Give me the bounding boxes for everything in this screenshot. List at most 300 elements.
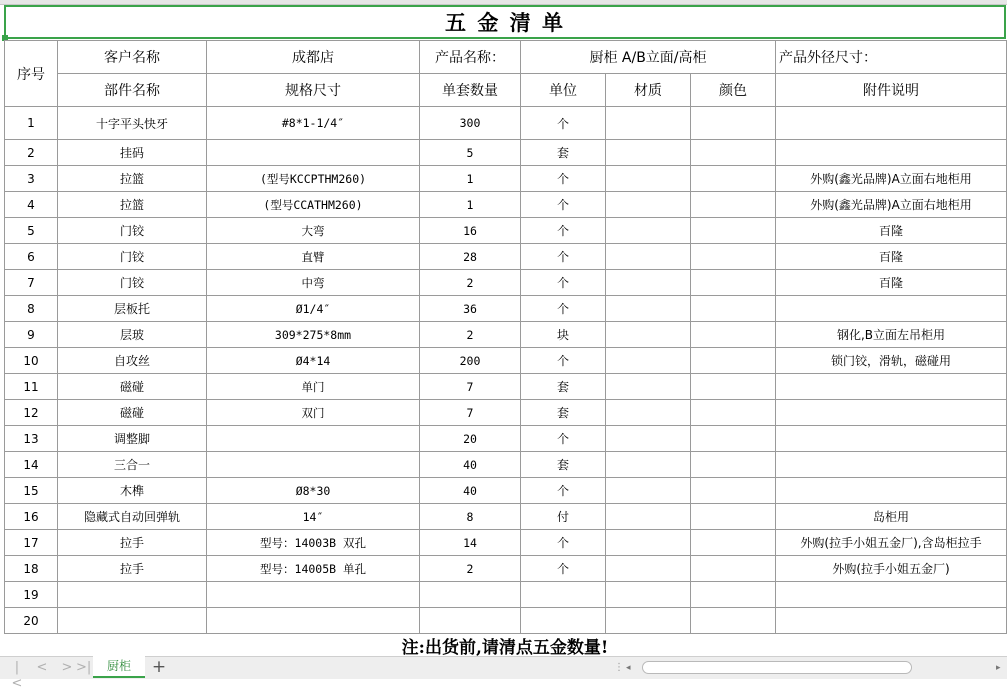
color-cell[interactable]: [691, 140, 776, 166]
seq-cell-text: 4: [27, 197, 35, 212]
table-row: [5, 166, 1007, 192]
qty-cell[interactable]: [420, 244, 521, 270]
qty-cell-text: 1: [466, 171, 474, 186]
spec-cell[interactable]: [207, 452, 420, 478]
sheet-title: 五 金 清 单: [445, 10, 565, 35]
color-cell[interactable]: [691, 582, 776, 608]
spec-cell[interactable]: [207, 244, 420, 270]
unit-cell[interactable]: [521, 426, 606, 452]
part-name-cell[interactable]: [58, 374, 207, 400]
part-name-cell[interactable]: [58, 192, 207, 218]
table-row: [5, 582, 1007, 608]
color-cell[interactable]: [691, 296, 776, 322]
table-row: [5, 426, 1007, 452]
note-cell[interactable]: [776, 426, 1007, 452]
seq-cell[interactable]: [5, 530, 58, 556]
seq-cell-text: 18: [23, 561, 39, 576]
qty-cell-text: 14: [463, 535, 477, 550]
seq-cell[interactable]: [5, 218, 58, 244]
unit-header: 单位: [549, 83, 577, 99]
unit-cell[interactable]: [521, 140, 606, 166]
last-sheet-nav-icon[interactable]: >|: [76, 660, 92, 675]
table-row: [5, 504, 1007, 530]
qty-cell[interactable]: [420, 452, 521, 478]
seq-header: 序号: [17, 66, 45, 83]
part-name-cell[interactable]: [58, 270, 207, 296]
part-name-cell-text: 拉篮: [119, 198, 144, 212]
unit-cell[interactable]: [521, 192, 606, 218]
seq-cell[interactable]: [5, 426, 58, 452]
note-cell[interactable]: [776, 218, 1007, 244]
part-name-cell-text: 拉手: [119, 562, 144, 576]
note-cell[interactable]: [776, 107, 1007, 140]
spec-cell-text: 309*275*8mm: [274, 327, 352, 342]
table-row: [5, 530, 1007, 556]
unit-cell-text: 个: [556, 302, 569, 316]
spec-cell[interactable]: [207, 478, 420, 504]
unit-cell-text: 个: [556, 116, 569, 131]
qty-cell[interactable]: [420, 107, 521, 140]
unit-cell[interactable]: [521, 608, 606, 634]
note-cell-text: 岛柜用: [872, 510, 909, 524]
part-name-cell-text: 三合一: [113, 458, 150, 472]
part-name-cell[interactable]: [58, 608, 207, 634]
seq-cell[interactable]: [5, 348, 58, 374]
spec-cell-text: 型号：14003B 双孔: [260, 535, 366, 550]
part-name-header: 部件名称: [104, 83, 160, 99]
unit-cell-text: 块: [556, 328, 569, 342]
note-cell[interactable]: [776, 374, 1007, 400]
product-value-cell[interactable]: [521, 41, 776, 74]
material-cell[interactable]: [606, 608, 691, 634]
part-name-cell-text: 磁碰: [119, 406, 144, 420]
color-header: 颜色: [719, 83, 747, 99]
part-name-cell[interactable]: [58, 556, 207, 582]
customer-value: 成都店: [292, 50, 334, 66]
unit-cell[interactable]: [521, 478, 606, 504]
material-cell[interactable]: [606, 218, 691, 244]
seq-cell[interactable]: [5, 296, 58, 322]
qty-cell[interactable]: [420, 218, 521, 244]
color-cell[interactable]: [691, 478, 776, 504]
unit-cell-text: 个: [556, 250, 569, 264]
first-sheet-nav-icon[interactable]: |<: [11, 660, 23, 691]
unit-cell[interactable]: [521, 504, 606, 530]
spec-cell[interactable]: [207, 218, 420, 244]
qty-cell-text: 200: [459, 353, 481, 368]
unit-header-cell[interactable]: [521, 74, 606, 107]
part-name-cell-text: 隐藏式自动回弹轨: [83, 510, 180, 524]
part-name-cell-text: 层板托: [113, 302, 150, 316]
qty-cell-text: 8: [466, 509, 474, 524]
note-cell-text: 钢化,B立面左吊柜用: [836, 328, 946, 342]
color-cell[interactable]: [691, 452, 776, 478]
unit-cell[interactable]: [521, 348, 606, 374]
unit-cell[interactable]: [521, 452, 606, 478]
qty-cell[interactable]: [420, 530, 521, 556]
seq-cell-text: 20: [23, 613, 39, 628]
sheet-tab-bar: [0, 656, 1007, 691]
outer-size-label: 产品外径尺寸：: [779, 50, 877, 66]
spec-cell-text: 中弯: [301, 275, 325, 290]
material-cell[interactable]: [606, 244, 691, 270]
unit-cell[interactable]: [521, 107, 606, 140]
material-cell[interactable]: [606, 166, 691, 192]
part-name-cell[interactable]: [58, 426, 207, 452]
add-sheet-icon[interactable]: +: [151, 657, 167, 677]
table-row: [5, 556, 1007, 582]
qty-cell-text: 40: [463, 483, 477, 498]
seq-cell-text: 11: [23, 379, 39, 394]
material-cell[interactable]: [606, 107, 691, 140]
unit-cell[interactable]: [521, 530, 606, 556]
table-row: [5, 608, 1007, 634]
qty-cell[interactable]: [420, 400, 521, 426]
unit-cell[interactable]: [521, 296, 606, 322]
spec-cell[interactable]: [207, 166, 420, 192]
spec-cell[interactable]: [207, 322, 420, 348]
part-name-cell-text: 层玻: [119, 328, 144, 342]
note-cell[interactable]: [776, 192, 1007, 218]
qty-cell[interactable]: [420, 478, 521, 504]
table-row: [5, 478, 1007, 504]
spec-cell-text: 14″: [302, 509, 324, 524]
color-cell[interactable]: [691, 322, 776, 348]
spec-cell[interactable]: [207, 348, 420, 374]
part-name-cell[interactable]: [58, 478, 207, 504]
qty-cell-text: 5: [466, 145, 474, 160]
spec-cell-text: (型号CCATHM260): [263, 197, 363, 212]
seq-cell[interactable]: [5, 166, 58, 192]
color-cell[interactable]: [691, 192, 776, 218]
hardware-list-table: [4, 40, 1007, 634]
part-name-cell[interactable]: [58, 166, 207, 192]
sheet-tab-active[interactable]: 厨柜: [93, 656, 145, 678]
qty-cell[interactable]: [420, 270, 521, 296]
spec-cell-text: 型号：14005B 单孔: [260, 561, 366, 576]
spec-cell-text: Ø4*14: [295, 353, 331, 368]
color-cell[interactable]: [691, 374, 776, 400]
qty-cell[interactable]: [420, 192, 521, 218]
horizontal-scrollbar-thumb[interactable]: [642, 661, 912, 674]
seq-cell-text: 19: [23, 587, 39, 602]
spec-cell-text: #8*1-1/4″: [281, 116, 345, 130]
note-cell[interactable]: [776, 166, 1007, 192]
material-cell[interactable]: [606, 556, 691, 582]
spec-cell[interactable]: [207, 192, 420, 218]
product-label-cell[interactable]: [420, 41, 521, 74]
part-name-cell-text: 门铰: [119, 224, 144, 238]
spec-cell[interactable]: [207, 504, 420, 530]
table-row: [5, 192, 1007, 218]
qty-cell-text: 2: [466, 561, 474, 576]
part-name-cell[interactable]: [58, 244, 207, 270]
color-cell[interactable]: [691, 608, 776, 634]
seq-cell[interactable]: [5, 140, 58, 166]
part-name-cell-text: 调整脚: [113, 432, 150, 446]
spec-cell[interactable]: [207, 426, 420, 452]
customer-label-cell[interactable]: [58, 41, 207, 74]
note-cell-text: 外购(拉手小姐五金厂),含岛柜拉手: [800, 536, 982, 550]
table-row: [5, 296, 1007, 322]
note-cell[interactable]: [776, 582, 1007, 608]
qty-cell[interactable]: [420, 140, 521, 166]
selected-title-cell[interactable]: [4, 5, 1006, 39]
seq-cell-text: 13: [23, 431, 39, 446]
color-cell[interactable]: [691, 107, 776, 140]
part-name-cell-text: 门铰: [119, 276, 144, 290]
seq-cell[interactable]: [5, 270, 58, 296]
part-name-cell-text: 拉篮: [119, 172, 144, 186]
note-cell-text: 外购(鑫光品牌)A立面右地柜用: [810, 172, 972, 186]
seq-cell-text: 7: [27, 275, 35, 290]
seq-header-cell[interactable]: [5, 41, 58, 107]
color-cell[interactable]: [691, 530, 776, 556]
seq-cell[interactable]: [5, 244, 58, 270]
spec-cell[interactable]: [207, 270, 420, 296]
spec-cell[interactable]: [207, 374, 420, 400]
part-name-cell[interactable]: [58, 107, 207, 140]
spec-cell-text: 大弯: [301, 223, 325, 238]
material-cell[interactable]: [606, 374, 691, 400]
note-cell[interactable]: [776, 556, 1007, 582]
table-row: [5, 322, 1007, 348]
unit-cell[interactable]: [521, 400, 606, 426]
seq-cell[interactable]: [5, 322, 58, 348]
note-cell-text: 外购(拉手小姐五金厂): [832, 562, 950, 576]
part-name-cell-text: 挂码: [119, 146, 144, 160]
part-name-cell-text: 自攻丝: [113, 354, 150, 368]
note-header: 附件说明: [863, 83, 919, 99]
seq-cell[interactable]: [5, 582, 58, 608]
part-name-header-cell[interactable]: [58, 74, 207, 107]
part-name-cell[interactable]: [58, 218, 207, 244]
spec-cell-text: 直臂: [301, 249, 325, 264]
unit-cell[interactable]: [521, 218, 606, 244]
unit-cell-text: 个: [556, 536, 569, 550]
header-row-product: [5, 41, 1007, 74]
qty-cell[interactable]: [420, 608, 521, 634]
table-row: [5, 348, 1007, 374]
color-cell[interactable]: [691, 166, 776, 192]
material-header-cell[interactable]: [606, 74, 691, 107]
material-cell[interactable]: [606, 426, 691, 452]
color-cell[interactable]: [691, 270, 776, 296]
part-name-cell[interactable]: [58, 348, 207, 374]
seq-cell[interactable]: [5, 478, 58, 504]
column-header-row: [5, 74, 1007, 107]
seq-cell-text: 12: [23, 405, 39, 420]
table-row: [5, 244, 1007, 270]
seq-cell[interactable]: [5, 400, 58, 426]
next-sheet-nav-icon[interactable]: >: [61, 660, 73, 675]
unit-cell[interactable]: [521, 322, 606, 348]
material-cell[interactable]: [606, 504, 691, 530]
material-cell[interactable]: [606, 478, 691, 504]
seq-cell-text: 9: [27, 327, 35, 342]
seq-cell[interactable]: [5, 504, 58, 530]
material-cell[interactable]: [606, 530, 691, 556]
unit-cell[interactable]: [521, 556, 606, 582]
qty-cell[interactable]: [420, 426, 521, 452]
color-cell[interactable]: [691, 218, 776, 244]
spec-cell[interactable]: [207, 582, 420, 608]
material-cell[interactable]: [606, 322, 691, 348]
part-name-cell[interactable]: [58, 400, 207, 426]
qty-cell-text: 7: [466, 379, 474, 394]
color-cell[interactable]: [691, 426, 776, 452]
material-cell[interactable]: [606, 348, 691, 374]
table-row: [5, 452, 1007, 478]
qty-cell[interactable]: [420, 556, 521, 582]
note-cell[interactable]: [776, 478, 1007, 504]
unit-cell[interactable]: [521, 244, 606, 270]
material-header: 材质: [634, 83, 662, 99]
note-cell[interactable]: [776, 608, 1007, 634]
spec-cell[interactable]: [207, 400, 420, 426]
unit-cell-text: 个: [556, 276, 569, 290]
qty-cell[interactable]: [420, 166, 521, 192]
scroll-right-arrow-icon[interactable]: ▸: [996, 663, 1001, 673]
seq-cell[interactable]: [5, 452, 58, 478]
note-cell[interactable]: [776, 400, 1007, 426]
seq-cell[interactable]: [5, 107, 58, 140]
spec-cell[interactable]: [207, 296, 420, 322]
unit-cell-text: 个: [556, 172, 569, 186]
qty-cell-text: 40: [463, 457, 477, 472]
unit-cell[interactable]: [521, 166, 606, 192]
unit-cell-text: 付: [556, 510, 569, 524]
unit-cell-text: 个: [556, 198, 569, 212]
qty-cell-text: 2: [466, 327, 474, 342]
color-cell[interactable]: [691, 504, 776, 530]
note-cell[interactable]: [776, 140, 1007, 166]
seq-cell-text: 15: [23, 483, 39, 498]
unit-cell-text: 套: [556, 406, 569, 420]
table-row: [5, 374, 1007, 400]
customer-label: 客户名称: [104, 50, 160, 66]
note-cell-text: 锁门铰，滑轨，磁碰用: [830, 354, 951, 368]
note-cell[interactable]: [776, 270, 1007, 296]
part-name-cell-text: 门铰: [119, 250, 144, 264]
note-cell[interactable]: [776, 322, 1007, 348]
qty-cell[interactable]: [420, 504, 521, 530]
tab-scroll-splitter-icon[interactable]: ⋮: [614, 662, 624, 673]
table-row: [5, 218, 1007, 244]
color-cell[interactable]: [691, 244, 776, 270]
seq-cell[interactable]: [5, 374, 58, 400]
qty-cell[interactable]: [420, 582, 521, 608]
spec-cell[interactable]: [207, 140, 420, 166]
note-cell-text: 百隆: [878, 276, 903, 290]
part-name-cell[interactable]: [58, 140, 207, 166]
seq-cell[interactable]: [5, 608, 58, 634]
qty-cell-text: 28: [463, 249, 477, 264]
seq-cell-text: 2: [27, 145, 35, 160]
qty-cell-text: 1: [466, 197, 474, 212]
qty-cell-text: 36: [463, 301, 477, 316]
part-name-cell[interactable]: [58, 452, 207, 478]
spec-cell[interactable]: [207, 530, 420, 556]
spec-header-cell[interactable]: [207, 74, 420, 107]
unit-cell-text: 套: [556, 458, 569, 472]
note-cell-text: 外购(鑫光品牌)A立面右地柜用: [810, 198, 972, 212]
outer-size-cell[interactable]: [776, 41, 1007, 74]
spec-cell[interactable]: [207, 107, 420, 140]
material-cell[interactable]: [606, 296, 691, 322]
qty-cell-text: 300: [459, 116, 481, 130]
note-header-cell[interactable]: [776, 74, 1007, 107]
note-cell[interactable]: [776, 530, 1007, 556]
part-name-cell[interactable]: [58, 504, 207, 530]
table-row: [5, 400, 1007, 426]
material-cell[interactable]: [606, 582, 691, 608]
unit-cell-text: 个: [556, 484, 569, 498]
seq-cell[interactable]: [5, 556, 58, 582]
note-cell-text: 百隆: [878, 224, 903, 238]
color-header-cell[interactable]: [691, 74, 776, 107]
seq-cell-text: 10: [23, 353, 39, 368]
table-row: [5, 270, 1007, 296]
spec-cell[interactable]: [207, 556, 420, 582]
part-name-cell[interactable]: [58, 530, 207, 556]
qty-cell[interactable]: [420, 374, 521, 400]
seq-cell-text: 17: [23, 535, 39, 550]
part-name-cell[interactable]: [58, 296, 207, 322]
scroll-left-arrow-icon[interactable]: ◂: [626, 663, 631, 673]
qty-cell[interactable]: [420, 296, 521, 322]
spec-cell-text: (型号KCCPTHM260): [259, 171, 367, 186]
color-cell[interactable]: [691, 348, 776, 374]
qty-header-cell[interactable]: [420, 74, 521, 107]
material-cell[interactable]: [606, 400, 691, 426]
note-cell[interactable]: [776, 452, 1007, 478]
part-name-cell[interactable]: [58, 582, 207, 608]
prev-sheet-nav-icon[interactable]: <: [36, 660, 48, 675]
spec-cell[interactable]: [207, 608, 420, 634]
material-cell[interactable]: [606, 270, 691, 296]
note-cell[interactable]: [776, 296, 1007, 322]
material-cell[interactable]: [606, 452, 691, 478]
qty-cell[interactable]: [420, 348, 521, 374]
note-cell-text: 百隆: [878, 250, 903, 264]
table-row: [5, 140, 1007, 166]
spec-cell-text: Ø8*30: [295, 483, 331, 498]
seq-cell-text: 5: [27, 223, 35, 238]
unit-cell-text: 套: [556, 146, 569, 160]
material-cell[interactable]: [606, 140, 691, 166]
unit-cell[interactable]: [521, 270, 606, 296]
spec-header: 规格尺寸: [285, 83, 341, 99]
footer-note: 注:出货前,请清点五金数量!: [401, 637, 609, 656]
unit-cell[interactable]: [521, 582, 606, 608]
color-cell[interactable]: [691, 556, 776, 582]
qty-cell[interactable]: [420, 322, 521, 348]
note-cell[interactable]: [776, 504, 1007, 530]
qty-header: 单套数量: [442, 83, 498, 99]
customer-value-cell[interactable]: [207, 41, 420, 74]
seq-cell[interactable]: [5, 192, 58, 218]
product-value: 厨柜 A/B立面/高柜: [589, 50, 707, 66]
unit-cell[interactable]: [521, 374, 606, 400]
note-cell[interactable]: [776, 348, 1007, 374]
note-cell[interactable]: [776, 244, 1007, 270]
unit-cell-text: 个: [556, 354, 569, 368]
spec-cell-text: 单门: [301, 379, 325, 394]
material-cell[interactable]: [606, 192, 691, 218]
color-cell[interactable]: [691, 400, 776, 426]
part-name-cell[interactable]: [58, 322, 207, 348]
